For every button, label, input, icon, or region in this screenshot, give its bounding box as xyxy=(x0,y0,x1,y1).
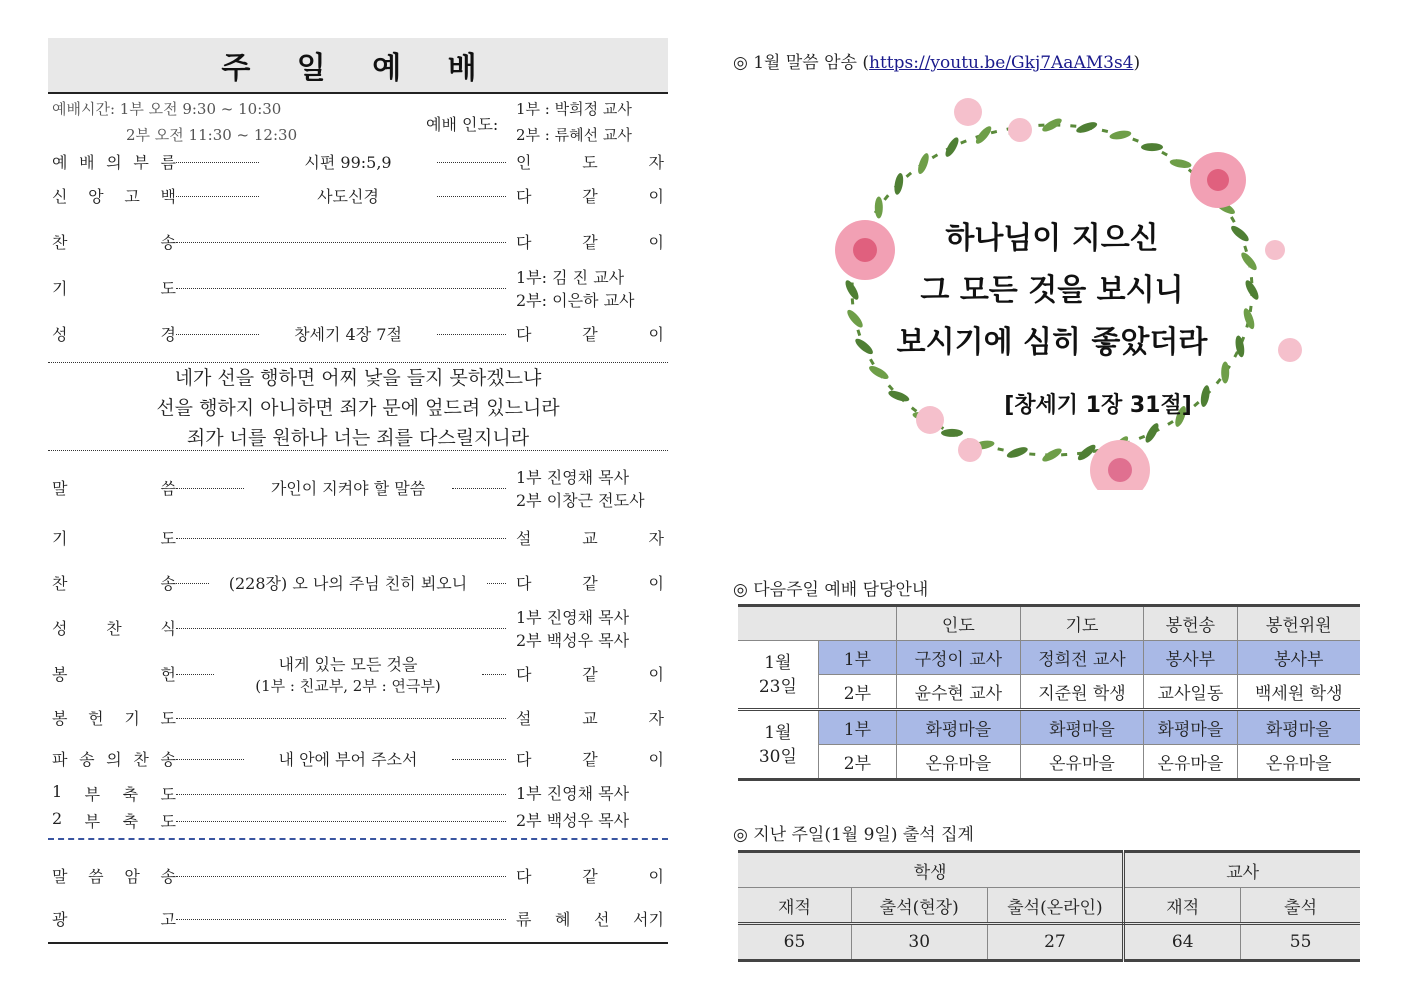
order-label xyxy=(52,476,176,499)
video-link[interactable]: https://youtu.be/Gkj7AaAM3s4 xyxy=(869,53,1134,73)
dot-leader xyxy=(176,288,506,289)
order-person-part: 이 xyxy=(648,867,664,886)
scripture-verse-line: 죄가 너를 원하나 너는 죄를 다스릴지니라 xyxy=(186,427,530,449)
order-label-char: 도 xyxy=(160,279,176,298)
order-person xyxy=(516,747,664,770)
dot-leader xyxy=(176,674,214,675)
order-person-line: 1부 진영채 목사 xyxy=(516,608,630,627)
duty-cell: 윤수현 교사 xyxy=(897,675,1021,710)
duty-cell: 봉사부 xyxy=(1144,641,1237,675)
order-label-char: 송 xyxy=(160,867,176,886)
dot-leader xyxy=(452,488,506,489)
attendance-value: 27 xyxy=(987,924,1124,961)
wreath-leaf xyxy=(875,197,883,219)
order-label xyxy=(52,322,176,345)
order-person-part: 같 xyxy=(582,665,598,684)
order-detail-text: (228장) 오 나의 주님 친히 뵈오니 xyxy=(228,574,468,593)
order-person-line: 2부: 이은하 교사 xyxy=(516,291,635,310)
order-label xyxy=(52,706,176,729)
order-label-char: 암 xyxy=(124,867,140,886)
duty-header-cell: 인도 xyxy=(897,606,1021,641)
order-label-char: 씀 xyxy=(160,479,176,498)
order-person-part: 자 xyxy=(648,529,664,548)
order-person-part: 같 xyxy=(582,233,598,252)
order-label xyxy=(52,747,176,770)
dot-leader xyxy=(437,162,506,163)
duty-cell: 봉사부 xyxy=(1237,641,1360,675)
duty-cell: 온유마을 xyxy=(1237,745,1360,780)
bottom-rule xyxy=(48,942,668,944)
order-label-char: 광 xyxy=(52,910,68,929)
order-person-part: 다 xyxy=(516,187,532,206)
order-label xyxy=(52,662,176,685)
order-label-char: 고 xyxy=(124,187,140,206)
order-row xyxy=(48,571,668,601)
order-row xyxy=(48,184,668,214)
order-person-part: 같 xyxy=(582,187,598,206)
wreath-leaf xyxy=(1075,120,1098,135)
order-person-part: 류 xyxy=(516,910,532,929)
attendance-value: 65 xyxy=(738,924,851,961)
wreath-leaf xyxy=(1239,250,1259,272)
order-label-char: 부 xyxy=(84,785,101,804)
duty-header-blank xyxy=(738,606,897,641)
duty-row xyxy=(738,710,1360,745)
wreath-leaf xyxy=(916,152,931,175)
worship-order-body xyxy=(48,94,668,954)
order-label-char: 도 xyxy=(160,812,176,831)
order-detail-sub: (1부 : 친교부, 2부 : 연극부) xyxy=(255,677,441,695)
order-label-char: 의 xyxy=(106,750,122,769)
order-label xyxy=(52,907,176,930)
duty-cell: 정희전 교사 xyxy=(1020,641,1144,675)
duty-date-month: 1월 xyxy=(764,652,792,673)
duty-header-row xyxy=(738,606,1360,641)
order-detail xyxy=(248,476,448,499)
wreath-leaf xyxy=(887,389,910,404)
dot-leader xyxy=(487,583,506,584)
order-person xyxy=(516,266,664,312)
order-person xyxy=(516,571,664,594)
duty-part: 1부 xyxy=(818,710,896,745)
attendance-table xyxy=(738,850,1360,962)
order-person xyxy=(516,526,664,549)
dot-leader xyxy=(437,334,506,335)
order-detail xyxy=(263,322,433,345)
order-label-char: 송 xyxy=(160,750,176,769)
order-label-char: 기 xyxy=(52,279,68,298)
order-person-part: 다 xyxy=(516,233,532,252)
attendance-sub-header: 출석(현장) xyxy=(851,888,987,924)
order-person xyxy=(516,864,664,887)
order-person-part: 이 xyxy=(648,187,664,206)
wreath-leaf xyxy=(1141,143,1163,151)
order-person xyxy=(516,662,664,685)
memory-verse-heading xyxy=(733,48,1361,73)
order-row xyxy=(48,655,668,695)
duty-header-cell: 봉헌위원 xyxy=(1237,606,1360,641)
order-detail-text: 창세기 4장 7절 xyxy=(294,325,402,344)
attendance-sub-header: 출석(온라인) xyxy=(987,888,1124,924)
order-label-char: 배 xyxy=(79,153,95,172)
order-row xyxy=(48,706,668,736)
order-detail-text: 내게 있는 모든 것을 xyxy=(278,655,418,674)
order-person-part: 다 xyxy=(516,750,532,769)
duty-cell: 화평마을 xyxy=(897,710,1021,745)
order-label-char: 찬 xyxy=(52,574,68,593)
dot-leader xyxy=(176,876,506,877)
dot-leader xyxy=(176,628,506,629)
duty-date xyxy=(738,710,818,780)
order-label xyxy=(52,230,176,253)
order-label xyxy=(52,809,176,832)
order-person-line: 2부 백성우 목사 xyxy=(516,631,630,650)
order-label-char: 봉 xyxy=(52,665,68,684)
dot-leader xyxy=(176,242,506,243)
attendance-heading: ◎ 지난 주일(1월 9일) 출석 집계 xyxy=(733,825,974,845)
order-label-char: 고 xyxy=(160,910,176,929)
duty-part: 2부 xyxy=(818,675,896,710)
order-person-line: 1부: 김 진 교사 xyxy=(516,268,625,287)
time-line-2: 2부 오전 11:30 ~ 12:30 xyxy=(126,126,298,144)
order-person-line: 2부 이창근 전도사 xyxy=(516,491,645,510)
duty-cell: 화평마을 xyxy=(1237,710,1360,745)
duty-cell: 온유마을 xyxy=(897,745,1021,780)
leader-2: 2부 : 류혜선 교사 xyxy=(516,126,632,144)
order-label-char: 부 xyxy=(84,812,101,831)
order-person-part: 다 xyxy=(516,325,532,344)
duty-table xyxy=(738,604,1360,781)
order-label-char: 경 xyxy=(160,325,176,344)
dot-leader xyxy=(176,759,244,760)
order-person-part: 인 xyxy=(516,153,532,172)
duty-row xyxy=(738,745,1360,780)
wreath-leaf xyxy=(867,364,890,382)
wreath-line-1: 하나님이 지으신 xyxy=(945,221,1159,256)
wreath-leaf xyxy=(1143,421,1161,444)
order-label-char: 송 xyxy=(160,574,176,593)
memory-heading-end: ) xyxy=(1133,53,1141,73)
order-label-char: 송 xyxy=(160,233,176,252)
duty-cell: 온유마을 xyxy=(1020,745,1144,780)
attendance-group-teacher: 교사 xyxy=(1124,852,1360,888)
order-person-part: 같 xyxy=(582,750,598,769)
order-row xyxy=(48,150,668,180)
dot-leader xyxy=(176,334,259,335)
wreath-leaf xyxy=(1169,158,1192,170)
dot-leader xyxy=(176,538,506,539)
wreath-leaf xyxy=(1040,446,1063,464)
order-person-part: 같 xyxy=(582,867,598,886)
wreath-leaf xyxy=(1109,129,1132,141)
order-detail-text: 가인이 지켜야 할 말씀 xyxy=(270,479,426,498)
duty-header-cell: 기도 xyxy=(1020,606,1144,641)
order-person-part: 이 xyxy=(648,574,664,593)
order-label-char: 성 xyxy=(52,619,68,638)
dot-leader xyxy=(176,919,506,920)
attendance-value: 30 xyxy=(851,924,987,961)
time-line-1: 예배시간: 1부 오전 9:30 ~ 10:30 xyxy=(52,100,282,118)
order-label-char: 축 xyxy=(122,785,139,804)
order-row xyxy=(48,268,668,310)
wreath-line-3: 보시기에 심히 좋았더라 xyxy=(896,325,1208,360)
order-label-char: 앙 xyxy=(88,187,104,206)
order-person xyxy=(516,184,664,207)
order-label-char: 헌 xyxy=(88,709,104,728)
order-label xyxy=(52,150,176,173)
wreath-leaf xyxy=(973,124,993,146)
dot-leader xyxy=(176,488,244,489)
leader-1: 1부 : 박희정 교사 xyxy=(516,100,632,118)
attendance-value: 55 xyxy=(1241,924,1360,961)
dot-leader xyxy=(176,162,259,163)
order-row xyxy=(48,526,668,556)
order-label-char: 예 xyxy=(52,153,68,172)
order-person-part: 이 xyxy=(648,233,664,252)
wreath-leaf xyxy=(853,336,875,356)
order-label xyxy=(52,526,176,549)
order-label-char: 찬 xyxy=(52,233,68,252)
order-row xyxy=(48,608,668,650)
order-row xyxy=(48,322,668,352)
order-label xyxy=(52,616,176,639)
wreath-leaf xyxy=(1006,445,1029,460)
order-label-char: 백 xyxy=(160,187,176,206)
order-label-char: 도 xyxy=(160,709,176,728)
order-label-char: 도 xyxy=(160,785,176,804)
duty-date-month: 1월 xyxy=(764,722,792,743)
order-person xyxy=(516,466,664,512)
order-person-part: 이 xyxy=(648,750,664,769)
order-label-char: 신 xyxy=(52,187,68,206)
order-person-part: 서기 xyxy=(633,910,664,929)
order-label-char: 말 xyxy=(52,867,68,886)
order-label-char: 름 xyxy=(160,153,176,172)
attendance-group-row xyxy=(738,852,1360,888)
order-detail xyxy=(213,571,483,594)
dot-leader xyxy=(437,196,506,197)
order-label-char: 찬 xyxy=(133,750,149,769)
order-label-char: 봉 xyxy=(52,709,68,728)
dot-leader xyxy=(176,794,506,795)
order-label-char: 기 xyxy=(124,709,140,728)
duty-cell: 화평마을 xyxy=(1020,710,1144,745)
duty-heading: ◎ 다음주일 예배 담당안내 xyxy=(733,580,929,600)
order-label-char: 부 xyxy=(133,153,149,172)
duty-date xyxy=(738,641,818,710)
duty-cell: 구정이 교사 xyxy=(897,641,1021,675)
attendance-sub-header: 출석 xyxy=(1241,888,1360,924)
duty-cell: 백세원 학생 xyxy=(1237,675,1360,710)
duty-row xyxy=(738,675,1360,710)
dot-leader xyxy=(482,674,506,675)
order-label-char: 헌 xyxy=(160,665,176,684)
worship-order-panel xyxy=(48,38,668,954)
order-row xyxy=(48,468,668,510)
order-person-part: 다 xyxy=(516,665,532,684)
duty-cell: 지준원 학생 xyxy=(1020,675,1144,710)
order-person-part: 이 xyxy=(648,325,664,344)
order-label-char: 씀 xyxy=(88,867,104,886)
dot-leader xyxy=(176,718,506,719)
order-person-part: 다 xyxy=(516,867,532,886)
order-detail xyxy=(263,184,433,207)
wreath-leaf xyxy=(1241,307,1256,330)
order-label xyxy=(52,184,176,207)
order-detail xyxy=(263,150,433,173)
scripture-verse-line: 선을 행하지 아니하면 죄가 문에 엎드려 있느니라 xyxy=(156,397,560,419)
wreath-line-2: 그 모든 것을 보시니 xyxy=(920,273,1184,308)
wreath-leaf xyxy=(893,172,905,195)
scripture-verse-line: 네가 선을 행하면 어찌 낯을 들지 못하겠느냐 xyxy=(174,367,542,389)
order-label xyxy=(52,276,176,299)
order-label-char: 말 xyxy=(52,479,68,498)
duty-date-day: 23일 xyxy=(758,676,797,697)
order-person-part: 다 xyxy=(516,574,532,593)
memory-heading-text: ◎ 1월 말씀 암송 ( xyxy=(733,53,870,73)
wreath-leaf xyxy=(1221,362,1229,384)
order-label xyxy=(52,864,176,887)
order-person-part: 교 xyxy=(582,529,598,548)
order-label-char: 파 xyxy=(52,750,68,769)
order-detail xyxy=(218,652,478,696)
order-row xyxy=(48,864,668,894)
wreath-leaf xyxy=(943,136,961,159)
dot-leader xyxy=(452,759,506,760)
order-person-part: 도 xyxy=(582,153,598,172)
duty-header-cell: 봉헌송 xyxy=(1144,606,1237,641)
order-person-part: 교 xyxy=(582,709,598,728)
order-person xyxy=(516,706,664,729)
order-label-char: 식 xyxy=(160,619,176,638)
order-detail-text: 사도신경 xyxy=(317,187,379,206)
order-person xyxy=(516,782,664,805)
order-person-part: 혜 xyxy=(555,910,571,929)
order-label-char: 기 xyxy=(52,529,68,548)
order-row xyxy=(48,907,668,937)
order-detail-text: 시편 99:5,9 xyxy=(304,153,392,172)
order-row xyxy=(48,809,668,839)
order-label-char: 1 xyxy=(52,782,63,801)
order-person xyxy=(516,809,664,832)
dotted-separator xyxy=(48,362,668,363)
duty-date-day: 30일 xyxy=(758,746,797,767)
attendance-value: 64 xyxy=(1124,924,1241,961)
duty-row xyxy=(738,641,1360,675)
order-person-part: 선 xyxy=(594,910,610,929)
order-label xyxy=(52,782,176,805)
dotted-separator xyxy=(48,450,668,451)
order-person-part: 자 xyxy=(648,153,664,172)
order-person-part: 같 xyxy=(582,325,598,344)
wreath-leaf xyxy=(843,278,861,301)
order-person xyxy=(516,907,664,930)
order-person-line: 2부 백성우 목사 xyxy=(516,811,630,830)
leader-label: 예배 인도: xyxy=(426,115,499,134)
duty-cell: 온유마을 xyxy=(1144,745,1237,780)
wreath-leaf xyxy=(1199,385,1211,408)
dashed-separator xyxy=(48,838,668,840)
duty-part: 2부 xyxy=(818,745,896,780)
wreath-reference: [창세기 1장 31절] xyxy=(1004,393,1192,418)
order-person-part: 자 xyxy=(648,709,664,728)
wreath-leaf xyxy=(845,308,865,330)
page-title: 주 일 예 배 xyxy=(48,38,668,94)
dot-leader xyxy=(176,583,209,584)
attendance-sub-header: 재적 xyxy=(1124,888,1241,924)
order-person xyxy=(516,322,664,345)
wreath-leaf xyxy=(1229,223,1251,243)
order-label xyxy=(52,571,176,594)
order-label-char: 도 xyxy=(160,529,176,548)
attendance-sub-header: 재적 xyxy=(738,888,851,924)
order-row xyxy=(48,782,668,812)
duty-cell: 교사일동 xyxy=(1144,675,1237,710)
order-person xyxy=(516,606,664,652)
attendance-value-row xyxy=(738,924,1360,961)
order-row xyxy=(48,747,668,777)
order-detail-text: 내 안에 부어 주소서 xyxy=(278,750,418,769)
duty-part: 1부 xyxy=(818,641,896,675)
dot-leader xyxy=(176,821,506,822)
order-label-char: 2 xyxy=(52,809,63,828)
order-person-part: 설 xyxy=(516,709,532,728)
duty-cell: 화평마을 xyxy=(1144,710,1237,745)
order-person xyxy=(516,150,664,173)
order-label-char: 찬 xyxy=(106,619,122,638)
wreath-leaf xyxy=(941,429,963,437)
order-label-char: 송 xyxy=(79,750,95,769)
order-person-line: 1부 진영채 목사 xyxy=(516,784,630,803)
flower-wreath-image xyxy=(790,90,1310,490)
attendance-group-student: 학생 xyxy=(738,852,1124,888)
order-row xyxy=(48,230,668,260)
order-detail xyxy=(248,747,448,770)
order-label-char: 축 xyxy=(122,812,139,831)
order-person-part: 설 xyxy=(516,529,532,548)
order-person-line: 1부 진영채 목사 xyxy=(516,468,630,487)
order-label-char: 성 xyxy=(52,325,68,344)
order-label-char: 의 xyxy=(106,153,122,172)
order-person xyxy=(516,230,664,253)
attendance-sub-row xyxy=(738,888,1360,924)
order-person-part: 이 xyxy=(648,665,664,684)
order-person-part: 같 xyxy=(582,574,598,593)
dot-leader xyxy=(176,196,259,197)
